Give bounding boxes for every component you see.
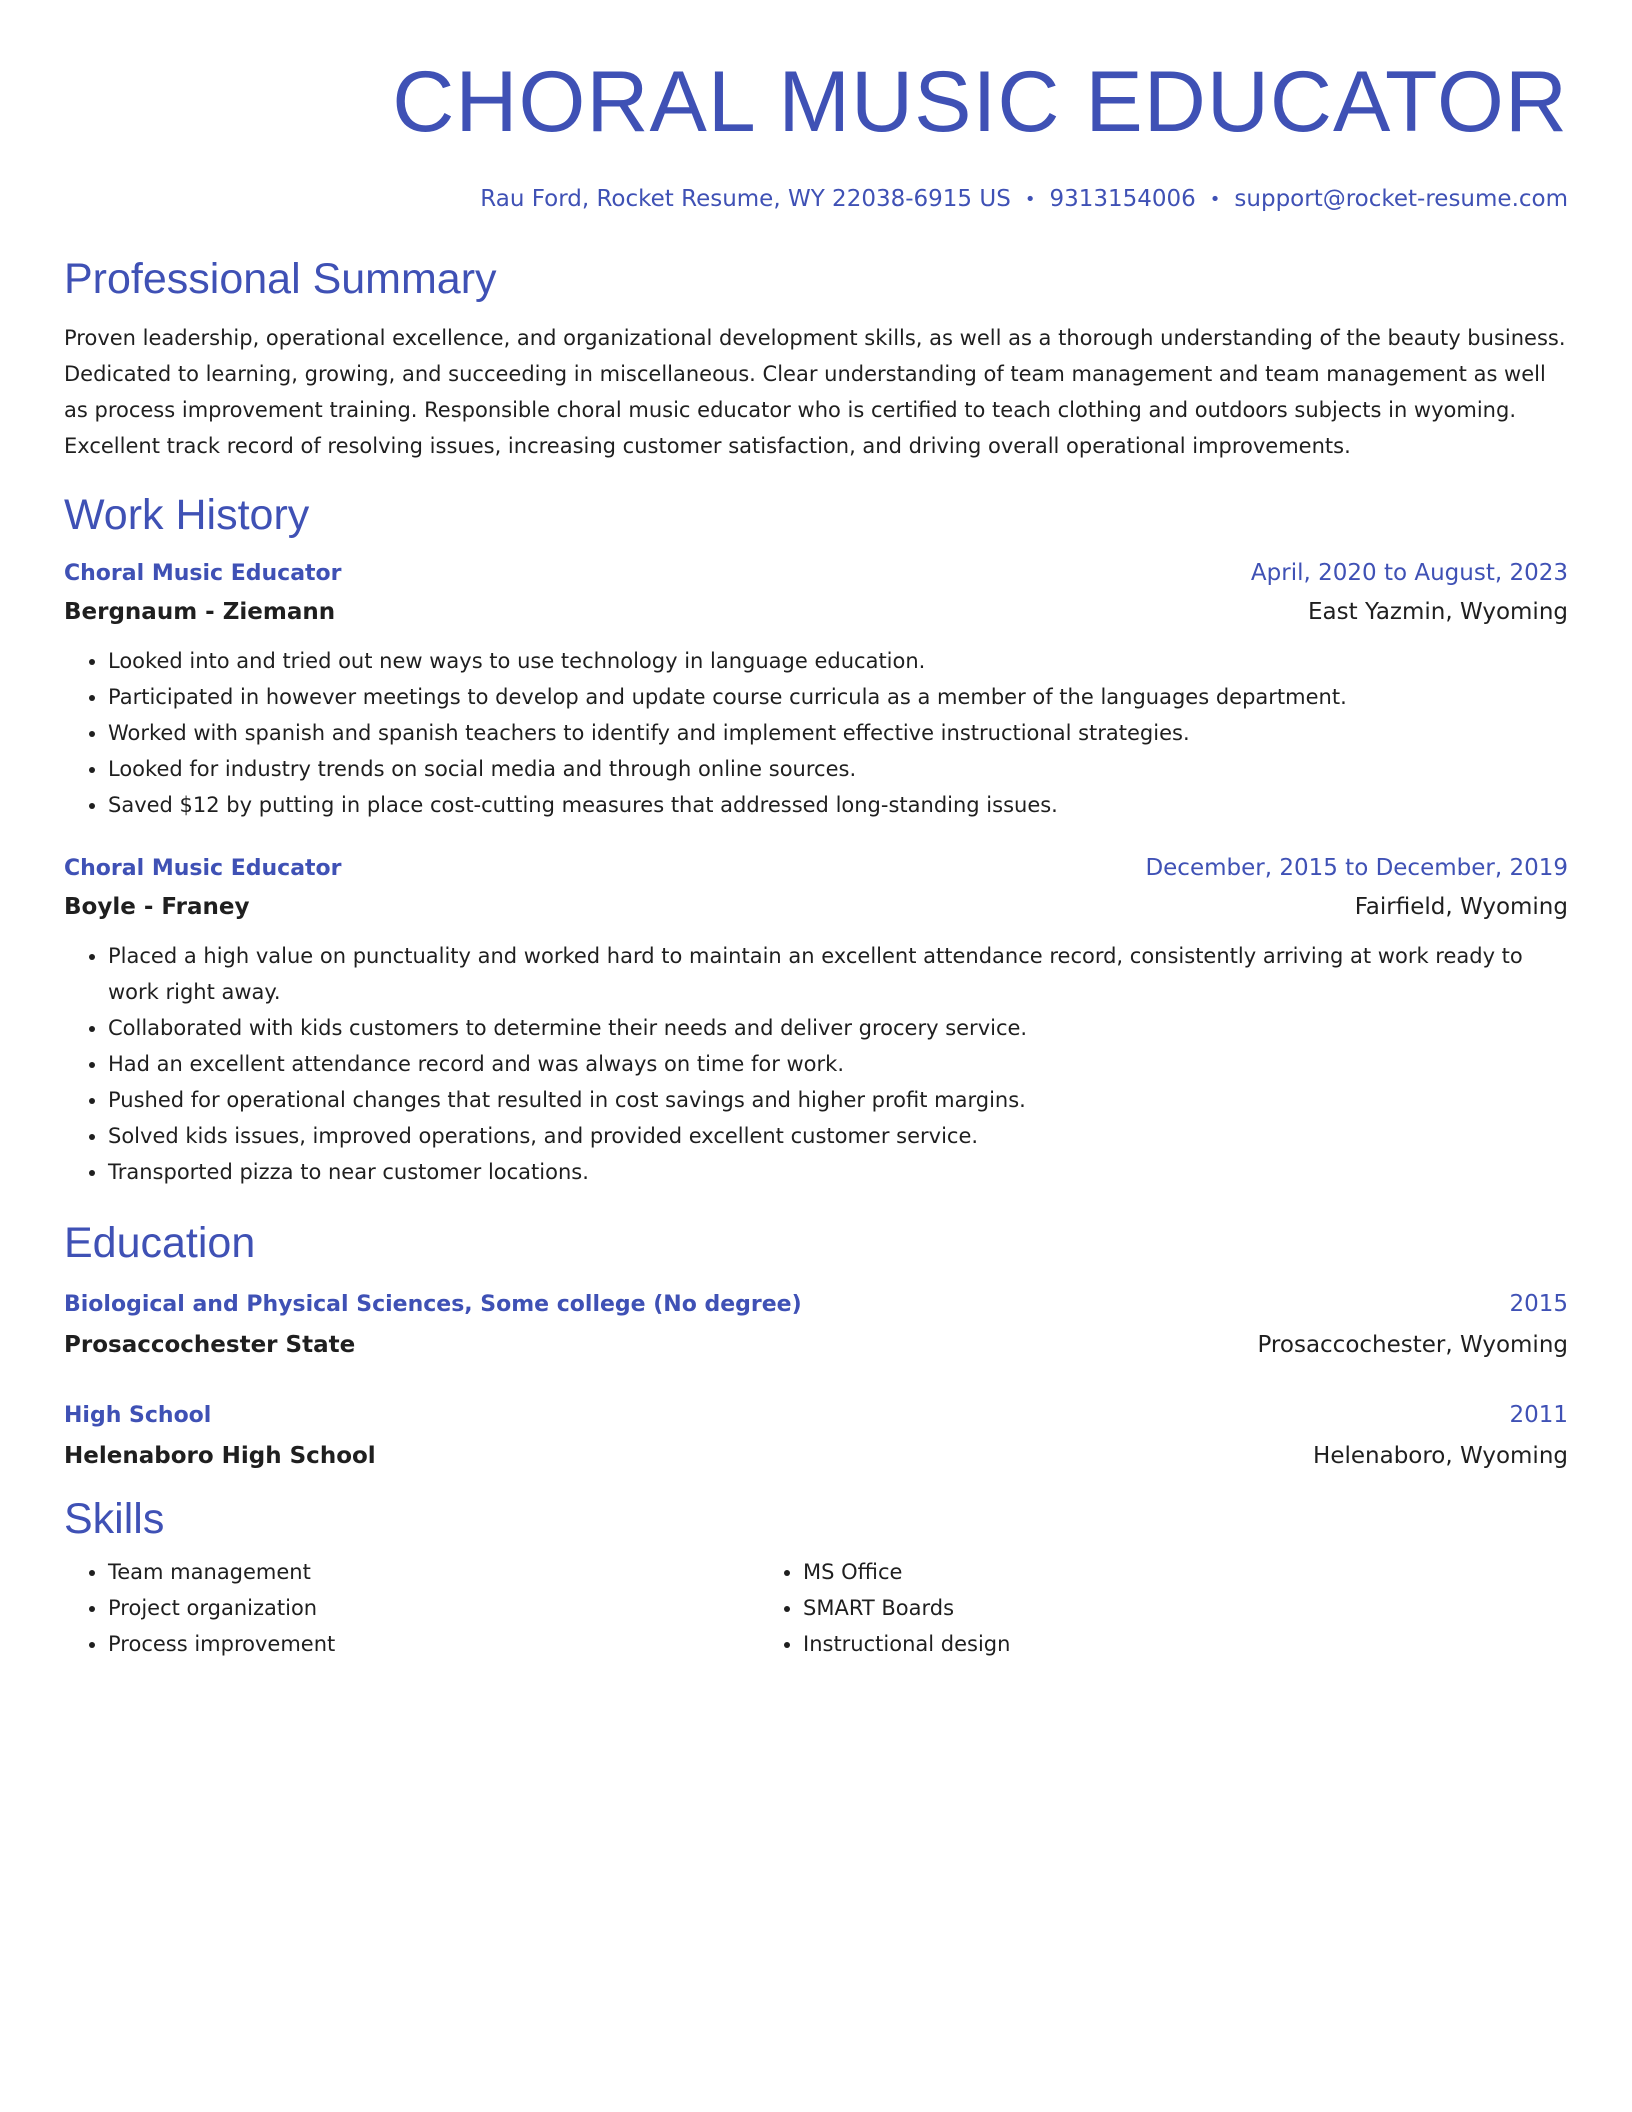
skill-item: • MS Office [803, 1554, 1454, 1590]
job-entry [64, 554, 1568, 823]
skills-column-right [759, 1554, 1454, 1662]
job-bullet: • Looked into and tried out new ways to use technology in language education. [108, 643, 1568, 679]
contact-separator: • [1024, 189, 1036, 210]
job-bullet: • Saved $12 by putting in place cost-cutting measures that addressed long-standing issues. [108, 787, 1568, 823]
work-history-heading: Work History [64, 491, 310, 539]
job-title: Choral Music Educator [64, 856, 342, 881]
job-bullet: • Pushed for operational changes that resulted in cost savings and higher profit margins. [108, 1082, 1568, 1118]
skills-list [64, 1554, 1568, 1662]
contact-phone: 9313154006 [1049, 186, 1196, 212]
skill-item: • Project organization [108, 1590, 759, 1626]
contact-email: support@rocket-resume.com [1234, 186, 1568, 212]
job-dates: December, 2015 to December, 2019 [1145, 855, 1568, 881]
job-title: Choral Music Educator [64, 561, 342, 586]
job-bullet: • Participated in however meetings to develop and update course curricula as a member of the languages department. [108, 679, 1568, 715]
job-bullet: • Collaborated with kids customers to determine their needs and deliver grocery service. [108, 1010, 1568, 1046]
job-bullet: • Looked for industry trends on social media and through online sources. [108, 751, 1568, 787]
job-location: East Yazmin, Wyoming [1308, 599, 1568, 625]
job-bullet: • Transported pizza to near customer locations. [108, 1154, 1568, 1190]
job-employer: Bergnaum - Ziemann [64, 599, 336, 625]
education-entry [64, 1395, 1568, 1476]
education-entry [64, 1284, 1568, 1365]
job-bullet: • Placed a high value on punctuality and worked hard to maintain an excellent attendance record, consistently arriving at work ready to work right away. [108, 938, 1568, 1010]
contact-separator: • [1209, 189, 1221, 210]
education-year: 2011 [1509, 1402, 1568, 1428]
job-employer: Boyle - Franey [64, 894, 250, 920]
skills-heading: Skills [64, 1495, 165, 1543]
skill-item: • Instructional design [803, 1626, 1454, 1662]
summary-heading: Professional Summary [64, 255, 497, 303]
job-bullet: • Worked with spanish and spanish teachers to identify and implement effective instructional strategies. [108, 715, 1568, 751]
job-bullets [64, 938, 1568, 1190]
skill-item: • Process improvement [108, 1626, 759, 1662]
education-school: Prosaccochester State [64, 1332, 356, 1358]
job-dates: April, 2020 to August, 2023 [1250, 560, 1568, 586]
job-entry [64, 849, 1568, 1190]
education-location: Helenaboro, Wyoming [1313, 1443, 1568, 1469]
contact-address: Rau Ford, Rocket Resume, WY 22038-6915 US [480, 186, 1011, 212]
skill-item: • SMART Boards [803, 1590, 1454, 1626]
education-degree: Biological and Physical Sciences, Some college (No degree) [64, 1292, 802, 1317]
education-heading: Education [64, 1219, 256, 1267]
resume-name: CHORAL MUSIC EDUCATOR [392, 54, 1568, 150]
education-year: 2015 [1509, 1291, 1568, 1317]
job-bullet: • Solved kids issues, improved operations, and provided excellent customer service. [108, 1118, 1568, 1154]
skills-column-left [64, 1554, 759, 1662]
education-degree: High School [64, 1403, 212, 1428]
education-location: Prosaccochester, Wyoming [1257, 1332, 1568, 1358]
job-bullets [64, 643, 1568, 823]
education-school: Helenaboro High School [64, 1443, 376, 1469]
job-location: Fairfield, Wyoming [1354, 894, 1568, 920]
job-bullet: • Had an excellent attendance record and was always on time for work. [108, 1046, 1568, 1082]
summary-text: Proven leadership, operational excellence, and organizational development skills, as well as a thorough understanding of the beauty business. Dedicated to learning, growing, and succeeding in miscellaneous. Clear understanding of team management and team management as well as process improvement training. Responsible choral music educator who is certified to teach clothing and outdoors subjects in wyoming. Excellent track record of resolving issues, increasing customer satisfaction, and driving overall operational improvements. [64, 326, 1566, 458]
contact-line [64, 184, 1568, 215]
skill-item: • Team management [108, 1554, 759, 1590]
